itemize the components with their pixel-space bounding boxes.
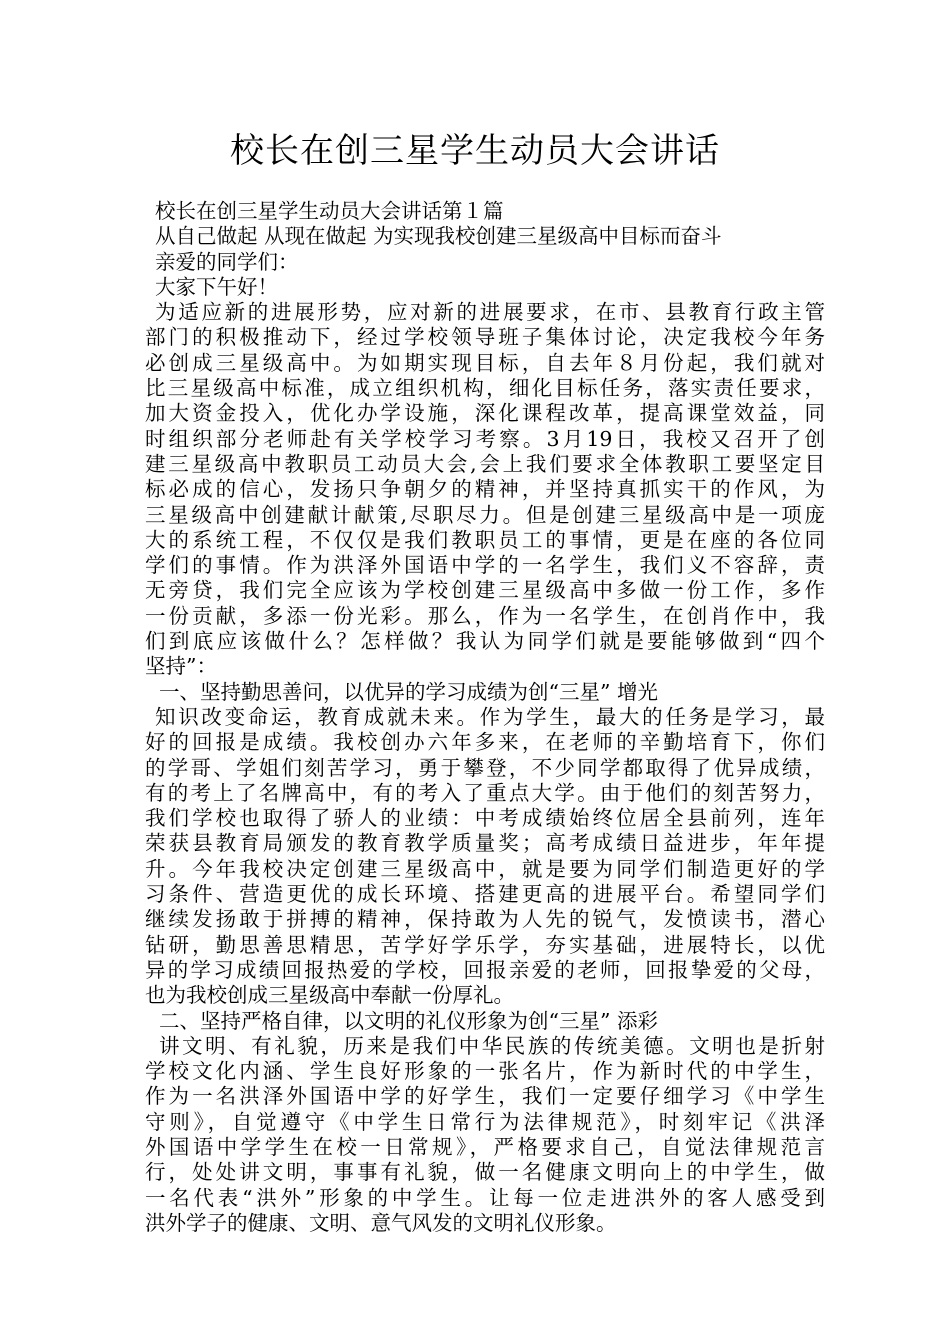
text-line: 也为我校创成三星级高中奉献一份厚礼。 bbox=[145, 983, 514, 1008]
text-line: 习条件、营造更优的成长环境、搭建更高的进展平台。希望同学们 bbox=[145, 882, 825, 907]
text-line: 比三星级高中标准，成立组织机构，细化目标任务，落实责任要求， bbox=[145, 376, 825, 401]
text-line: 升。今年我校决定创建三星级高中，就是要为同学们制造更好的学 bbox=[145, 856, 825, 881]
text-line: 作为一名洪泽外国语中学的好学生，我们一定要仔细学习《中学生 bbox=[145, 1084, 825, 1109]
text-line: 亲爱的同学们： bbox=[155, 249, 299, 274]
text-line: 一名代表“洪外”形象的中学生。让每一位走进洪外的客人感受到 bbox=[145, 1185, 825, 1210]
text-line: 守则》，自觉遵守《中学生日常行为法律规范》，时刻牢记《洪泽 bbox=[145, 1109, 825, 1134]
text-line: 学校文化内涵、学生良好形象的一张名片，作为新时代的中学生， bbox=[145, 1059, 825, 1084]
text-line: 从自己做起 从现在做起 为实现我校创建三星级高中目标而奋斗 bbox=[155, 224, 722, 249]
text-line: 外国语中学学生在校一日常规》，严格要求自己，自觉法律规范言 bbox=[145, 1134, 825, 1159]
text-line: 学们的事情。作为洪泽外国语中学的一名学生，我们义不容辞，责 bbox=[145, 553, 825, 578]
text-line: 大家下午好！ bbox=[155, 274, 278, 299]
text-line: 一、坚持勤思善问，以优异的学习成绩为创“三星” 增光 bbox=[159, 679, 658, 704]
text-line: 有的考上了名牌高中，有的考入了重点大学。由于他们的刻苦努力， bbox=[145, 780, 825, 805]
text-line: 继续发扬敢于拼搏的精神，保持敢为人先的锐气，发愤读书，潜心 bbox=[145, 907, 825, 932]
text-line: 知识改变命运，教育成就未来。作为学生，最大的任务是学习，最 bbox=[155, 704, 825, 729]
text-line: 建三星级高中教职员工动员大会,会上我们要求全体教职工要坚定目 bbox=[145, 451, 825, 476]
text-line: 无旁贷，我们完全应该为学校创建三星级高中多做一份工作，多作 bbox=[145, 578, 825, 603]
text-line: 大的系统工程，不仅仅是我们教职员工的事情，更是在座的各位同 bbox=[145, 527, 825, 552]
document-body bbox=[145, 199, 825, 1236]
text-line: 一份贡献，多添一份光彩。那么，作为一名学生，在创肖作中，我 bbox=[145, 603, 825, 628]
text-line: 洪外学子的健康、文明、意气风发的文明礼仪形象。 bbox=[145, 1210, 617, 1235]
text-line: 的学哥、学姐们刻苦学习，勇于攀登，不少同学都取得了优异成绩， bbox=[145, 755, 825, 780]
text-line: 坚持”： bbox=[145, 654, 217, 679]
text-line: 为适应新的进展形势，应对新的进展要求，在市、县教育行政主管 bbox=[155, 300, 825, 325]
text-line: 荣获县教育局颁发的教育教学质量奖；高考成绩日益进步，年年提 bbox=[145, 831, 825, 856]
text-line: 校长在创三星学生动员大会讲话第１篇 bbox=[155, 199, 504, 223]
text-line: 部门的积极推动下，经过学校领导班子集体讨论，决定我校今年务 bbox=[145, 325, 825, 350]
text-line: 我们学校也取得了骄人的业绩：中考成绩始终位居全县前列，连年 bbox=[145, 806, 825, 831]
text-line: 加大资金投入，优化办学设施，深化课程改革，提高课堂效益，同 bbox=[145, 401, 825, 426]
text-line: 钻研，勤思善思精思，苦学好学乐学，夯实基础，进展特长，以优 bbox=[145, 932, 825, 957]
document-title: 校长在创三星学生动员大会讲话 bbox=[230, 131, 720, 171]
text-line: 好的回报是成绩。我校创办六年多来，在老师的辛勤培育下，你们 bbox=[145, 730, 825, 755]
text-line: 标必成的信心，发扬只争朝夕的精神，并坚持真抓实干的作风，为 bbox=[145, 477, 825, 502]
text-line: 必创成三星级高中。为如期实现目标，自去年８月份起，我们就对 bbox=[145, 350, 825, 375]
text-line: 们到底应该做什么？怎样做？我认为同学们就是要能够做到“四个 bbox=[145, 629, 825, 654]
text-line: 行，处处讲文明，事事有礼貌，做一名健康文明向上的中学生，做 bbox=[145, 1160, 825, 1185]
text-line: 二、坚持严格自律，以文明的礼仪形象为创“三星” 添彩 bbox=[159, 1008, 658, 1033]
text-line: 讲文明、有礼貌，历来是我们中华民族的传统美德。文明也是折射 bbox=[159, 1033, 825, 1058]
text-line: 三星级高中创建献计献策,尽职尽力。但是创建三星级高中是一项庞 bbox=[145, 502, 825, 527]
text-line: 异的学习成绩回报热爱的学校，回报亲爱的老师，回报挚爱的父母， bbox=[145, 957, 825, 982]
text-line: 时组织部分老师赴有关学校学习考察。3月19日，我校又召开了创 bbox=[145, 426, 825, 451]
